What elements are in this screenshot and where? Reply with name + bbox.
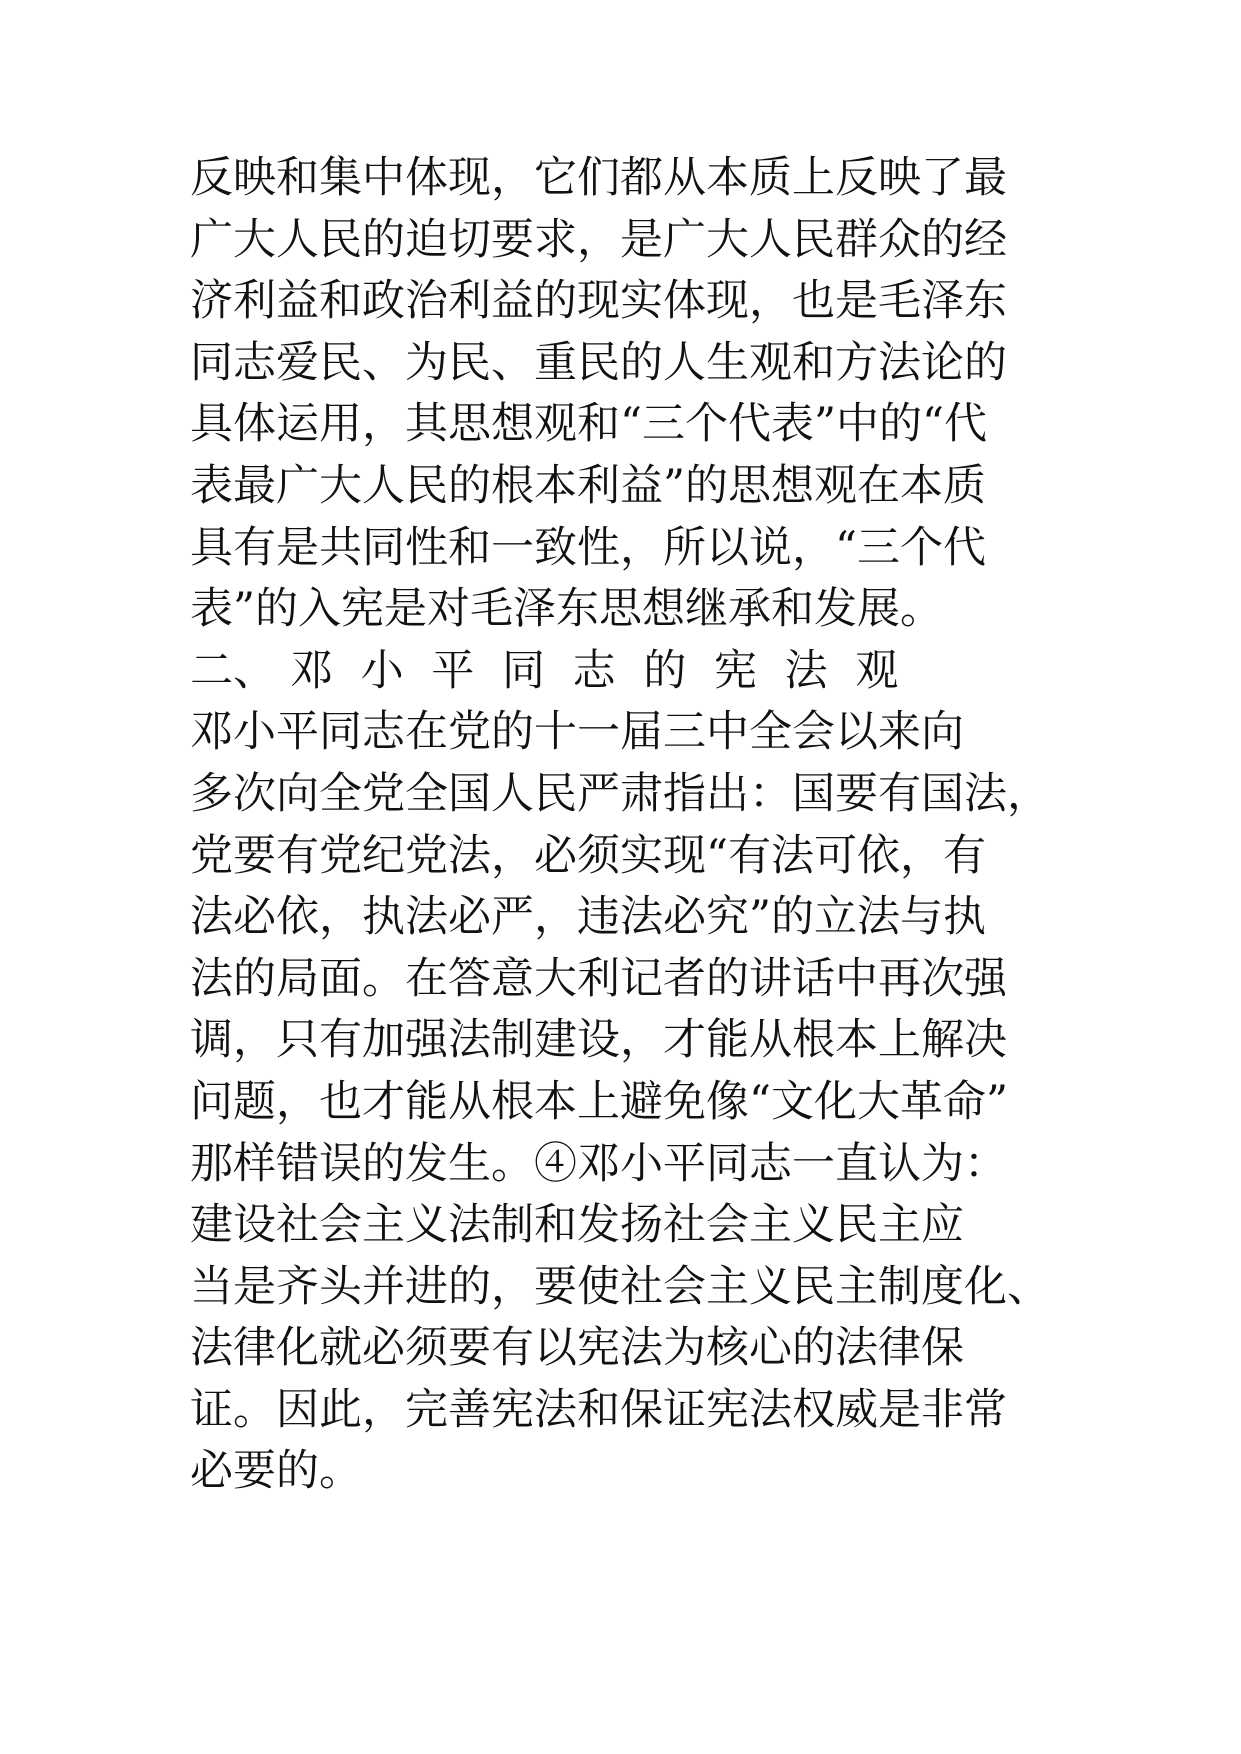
text-line: 反映和集中体现，它们都从本质上反映了最 <box>190 153 1007 203</box>
text-line: 调，只有加强法制建设，才能从根本上解决 <box>190 1015 1007 1066</box>
text-line: 建设社会主义法制和发扬社会主义民主应 <box>190 1200 964 1251</box>
text-line: 具有是共同性和一致性，所以说，“三个代 <box>190 522 986 573</box>
text-line: 法的局面。在答意大利记者的讲话中再次强 <box>190 953 1007 1004</box>
text-line: 广大人民的迫切要求，是广大人民群众的经 <box>190 214 1007 265</box>
text-line: 济利益和政治利益的现实体现，也是毛泽东 <box>190 276 1007 327</box>
text-line: 证。因此，完善宪法和保证宪法权威是非常 <box>190 1384 1007 1435</box>
text-line: 那样错误的发生。④邓小平同志一直认为： <box>190 1138 1007 1189</box>
text-line: 表”的入宪是对毛泽东思想继承和发展。 <box>190 584 943 635</box>
text-line: 同志爱民、为民、重民的人生观和方法论的 <box>190 337 1007 388</box>
text-line: 邓小平同志在党的十一届三中全会以来向 <box>190 707 964 758</box>
section-title: 邓 小 平 同 志 的 宪 法 观 <box>290 645 899 696</box>
text-line: 具体运用，其思想观和“三个代表”中的“代 <box>190 399 987 450</box>
section-heading <box>190 641 1070 703</box>
text-line: 法必依，执法必严，违法必究”的立法与执 <box>190 892 986 943</box>
text-line: 问题，也才能从根本上避免像“文化大革命” <box>190 1076 1008 1127</box>
text-line: 多次向全党全国人民严肃指出：国要有国法， <box>190 768 1050 819</box>
text-line: 当是齐头并进的，要使社会主义民主制度化、 <box>190 1261 1050 1312</box>
section-number: 二、 <box>190 645 276 696</box>
text-line: 表最广大人民的根本利益”的思想观在本质 <box>190 460 986 511</box>
body-text <box>190 148 1070 1503</box>
text-line: 党要有党纪党法，必须实现“有法可依，有 <box>190 830 986 881</box>
text-line: 必要的。 <box>190 1446 362 1497</box>
text-line: 法律化就必须要有以宪法为核心的法律保 <box>190 1323 964 1374</box>
